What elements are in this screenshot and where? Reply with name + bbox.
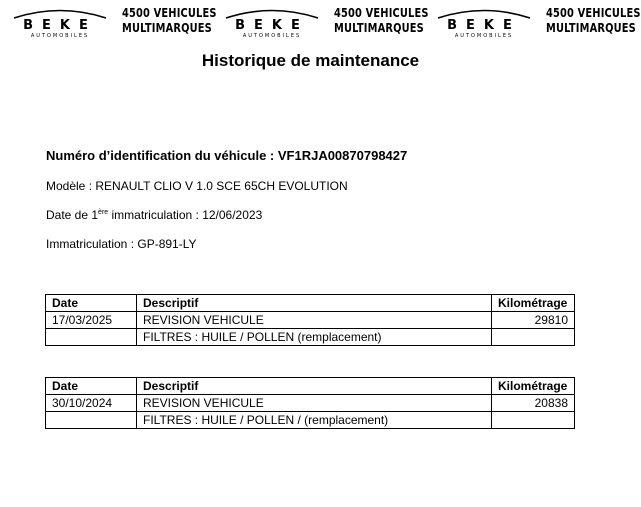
logo-tagline-line1: 4500 VEHICULES — [334, 6, 429, 20]
beke-logo-1 — [10, 4, 217, 40]
logo-sub-text: AUTOMOBILES — [30, 33, 90, 39]
logo-brand-text: BEKE — [447, 18, 521, 33]
column-header-date: Date — [46, 295, 137, 312]
column-header-kilometrage: Kilométrage — [492, 378, 575, 395]
table-row — [46, 312, 575, 329]
beke-logo-2 — [222, 4, 429, 40]
maintenance-table-2 — [45, 377, 575, 429]
first-registration-superscript: ère — [98, 209, 109, 216]
logo-sub-text: AUTOMOBILES — [242, 33, 302, 39]
cell-descriptif: FILTRES : HUILE / POLLEN / (remplacement) — [137, 412, 492, 429]
page-title: Historique de maintenance — [201, 51, 420, 70]
column-header-descriptif: Descriptif — [137, 295, 492, 312]
cell-kilometrage: 29810 — [492, 312, 575, 329]
logo-tagline — [122, 6, 217, 36]
header-logo-bar — [10, 4, 641, 40]
logo-tagline-line2: MULTIMARQUES — [334, 21, 424, 35]
column-header-descriptif: Descriptif — [137, 378, 492, 395]
model-line: Modèle : RENAULT CLIO V 1.0 SCE 65CH EVOLUTION — [46, 179, 348, 193]
column-header-date: Date — [46, 378, 137, 395]
table-row — [46, 412, 575, 429]
table-header-row — [46, 295, 575, 312]
vin-line: Numéro d’identification du véhicule : VF1RJA00870798427 — [46, 148, 408, 163]
cell-date: 30/10/2024 — [46, 395, 137, 412]
logo-tagline — [546, 6, 641, 36]
cell-kilometrage — [492, 412, 575, 429]
logo-tagline-line1: 4500 VEHICULES — [122, 6, 217, 20]
plate-line: Immatriculation : GP-891-LY — [46, 237, 197, 251]
table-header-row — [46, 378, 575, 395]
first-registration-prefix: Date de 1 — [46, 208, 99, 222]
first-registration-line — [46, 208, 262, 222]
logo-tagline — [334, 6, 429, 36]
cell-descriptif: REVISION VEHICULE — [137, 312, 492, 329]
cell-date: 17/03/2025 — [46, 312, 137, 329]
cell-descriptif: FILTRES : HUILE / POLLEN (remplacement) — [137, 329, 492, 346]
logo-brand-text: BEKE — [23, 18, 97, 33]
cell-date — [46, 412, 137, 429]
cell-kilometrage — [492, 329, 575, 346]
column-header-kilometrage: Kilométrage — [492, 295, 575, 312]
beke-brand-mark — [10, 5, 110, 39]
logo-tagline-line1: 4500 VEHICULES — [546, 6, 641, 20]
table-row — [46, 329, 575, 346]
beke-brand-mark — [434, 5, 534, 39]
logo-brand-text: BEKE — [235, 18, 309, 33]
first-registration-value: immatriculation : 12/06/2023 — [108, 208, 263, 222]
beke-logo-3 — [434, 4, 641, 40]
logo-sub-text: AUTOMOBILES — [454, 33, 514, 39]
logo-tagline-line2: MULTIMARQUES — [122, 21, 212, 35]
beke-brand-mark — [222, 5, 322, 39]
cell-kilometrage: 20838 — [492, 395, 575, 412]
table-row — [46, 395, 575, 412]
cell-descriptif: REVISION VEHICULE — [137, 395, 492, 412]
logo-tagline-line2: MULTIMARQUES — [546, 21, 636, 35]
cell-date — [46, 329, 137, 346]
maintenance-table-1 — [45, 294, 575, 346]
